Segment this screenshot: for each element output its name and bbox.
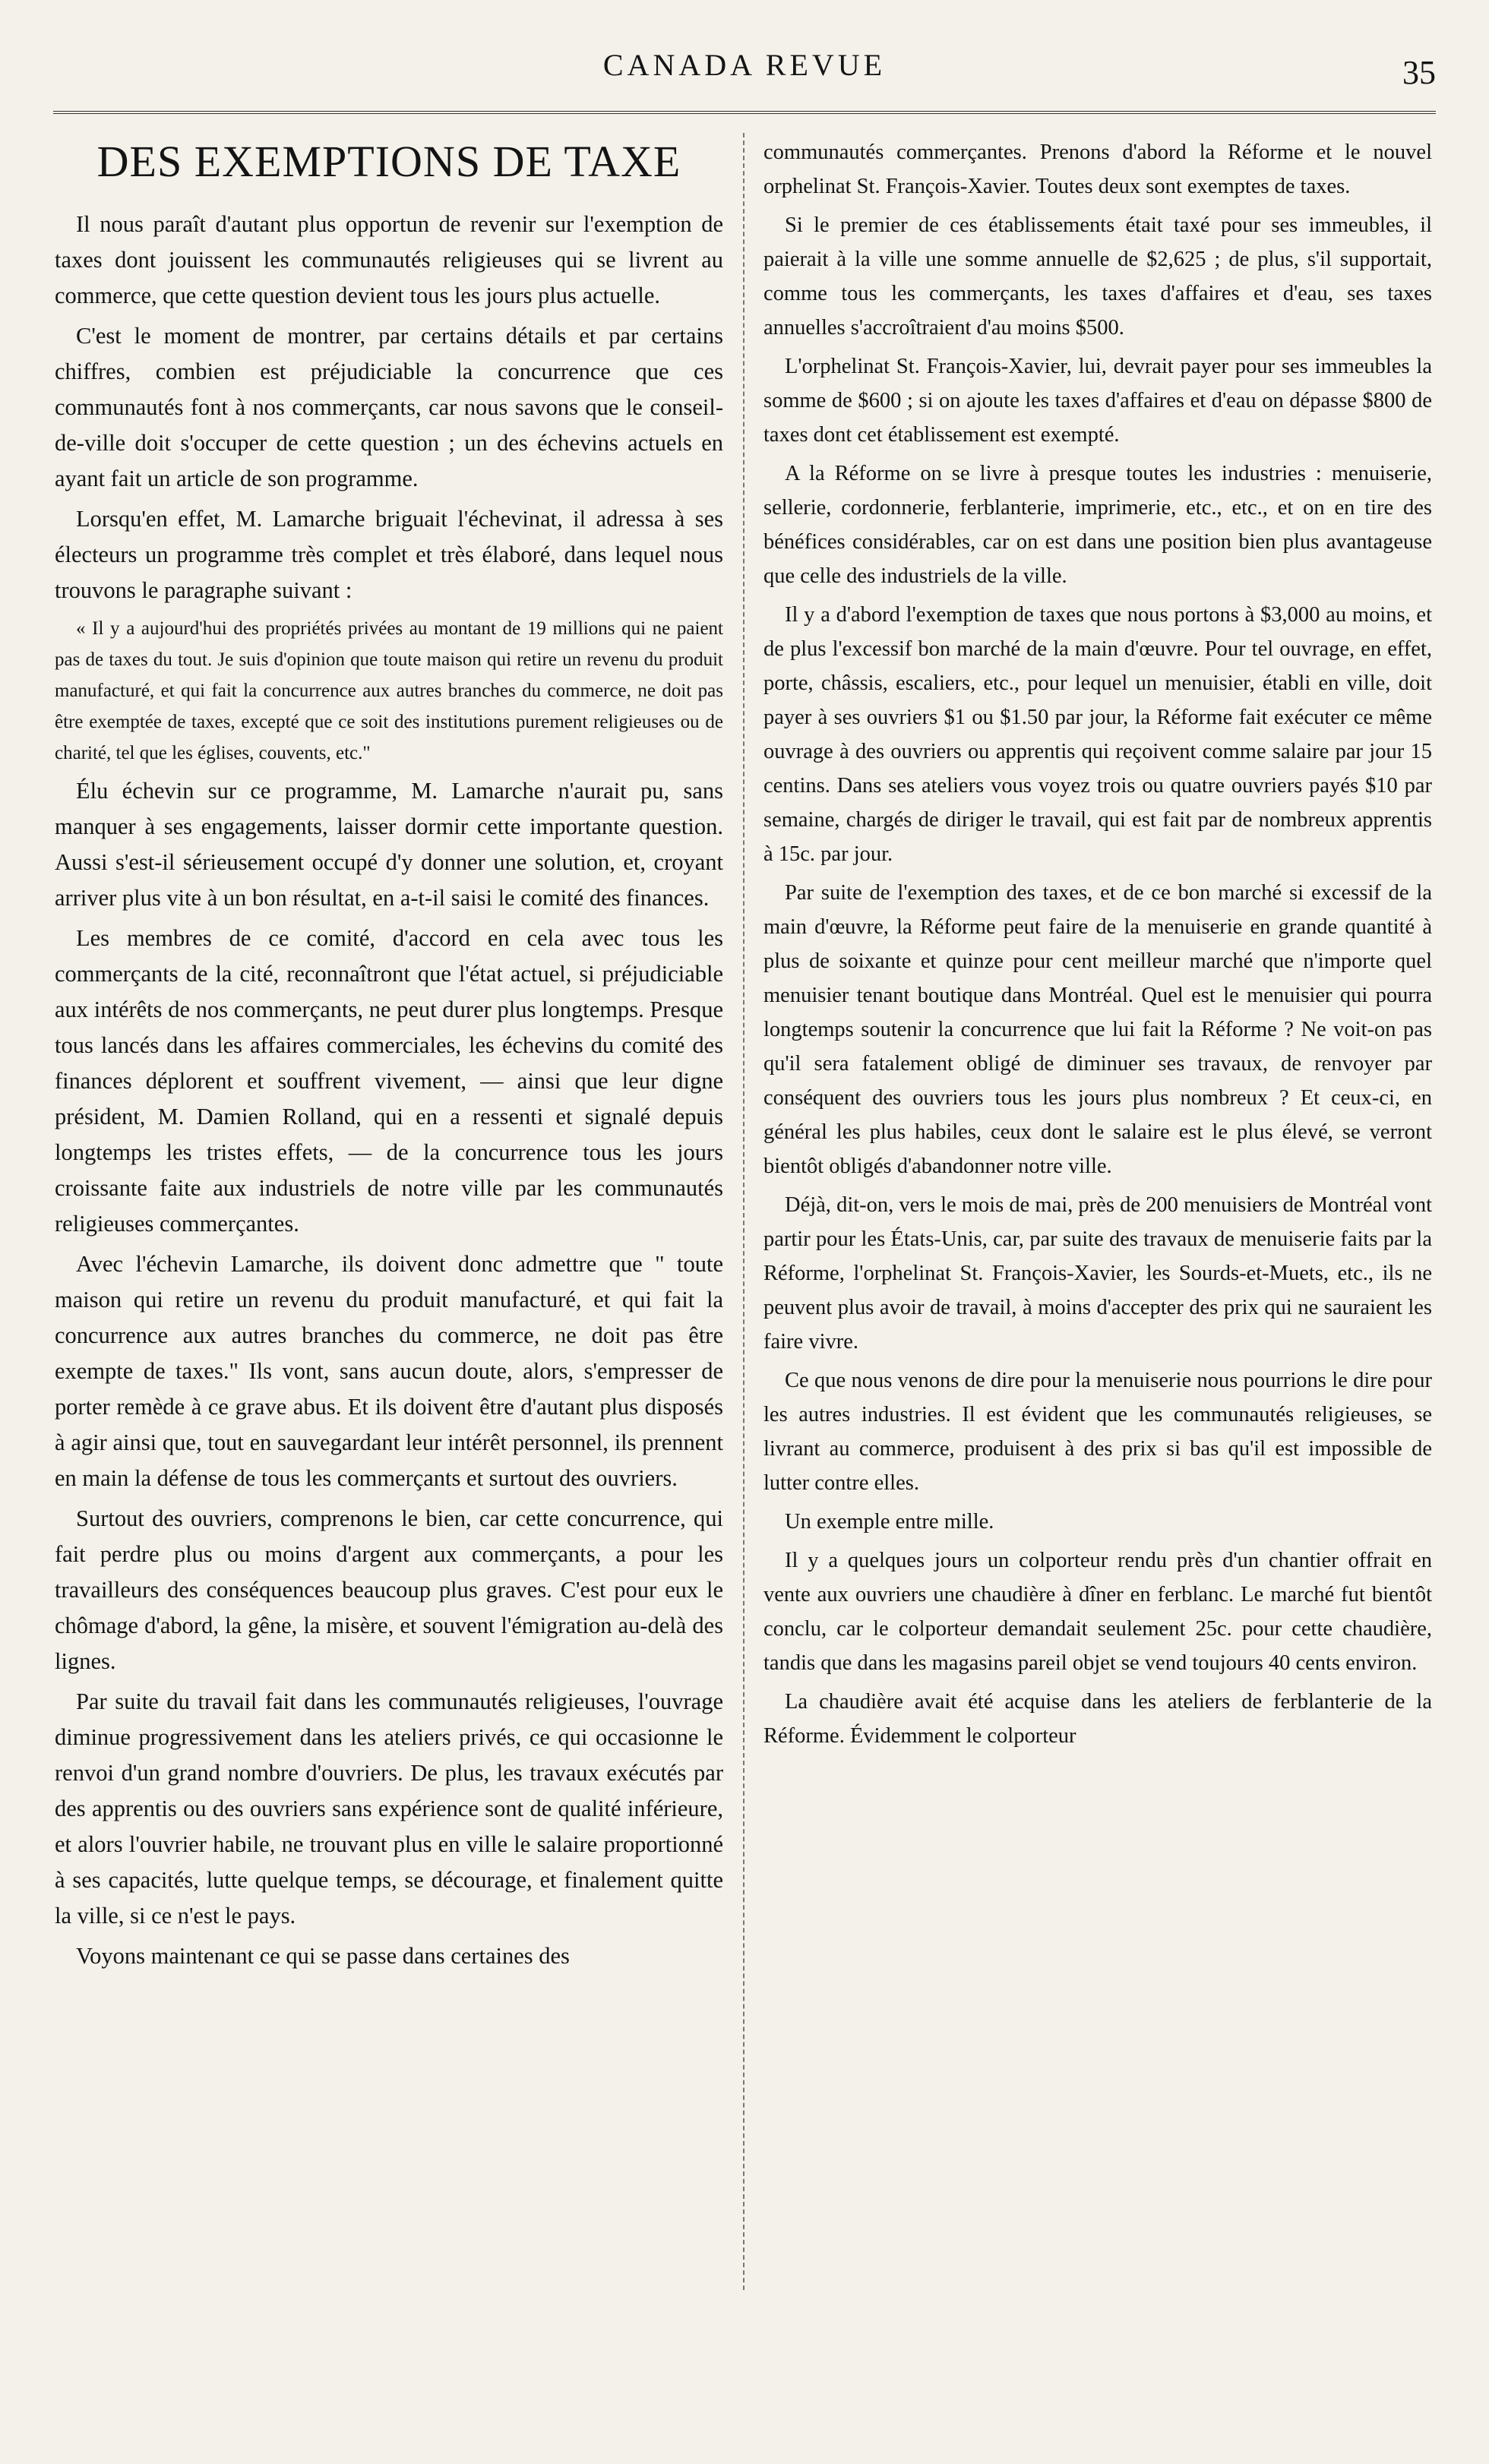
page-number: 35 bbox=[1402, 54, 1436, 91]
paragraph: Avec l'échevin Lamarche, ils doivent donc admettre que " toute maison qui retire un revenu du produit manufacturé, et qui fait la concurrence aux autres branches du commerce, ne doit pas être exempte de taxes." Ils vont, sans aucun doute, alors, s'empresser de porter remède à ce grave abus. Et ils doivent être d'autant plus disposés à agir ainsi que, tout en sauvegardant leur intérêt personnel, ils prennent en main la défense de tous les commerçants et surtout des ouvriers. bbox=[55, 1251, 723, 1491]
left-column bbox=[55, 135, 723, 1979]
paragraph: Déjà, dit-on, vers le mois de mai, près de 200 menuisiers de Montréal vont partir pour les États-Unis, car, par suite des travaux de menuiserie faits par la Réforme, l'orphelinat St. François-Xavier, les Sourds-et-Muets, etc., ils ne peuvent plus avoir de travail, à moins d'accepter des prix qui ne sauraient les faire vivre. bbox=[763, 1193, 1432, 1354]
header-rule bbox=[53, 111, 1436, 114]
paragraph: Voyons maintenant ce qui se passe dans certaines des bbox=[76, 1943, 570, 1969]
paragraph: Il y a d'abord l'exemption de taxes que nous portons à $3,000 au moins, et de plus l'excessif bon marché de la main d'œuvre. Pour tel ouvrage, en effet, porte, châssis, escaliers, etc., pour lequel un menuisier, établi en ville, doit payer à ses ouvriers $1 ou $1.50 par jour, la Réforme fait exécuter ce même ouvrage à des ouvriers ou apprentis qui reçoivent comme salaire par jour 15 centins. Dans ses ateliers vous voyez trois ou quatre ouvriers payés $10 par semaine, chargés de diriger le travail, qui est fait par de nombreux apprentis à 15c. par jour. bbox=[763, 603, 1432, 866]
paragraph: Un exemple entre mille. bbox=[785, 1510, 994, 1534]
column-divider bbox=[743, 133, 744, 2290]
running-header bbox=[0, 47, 1489, 93]
article-title: DES EXEMPTIONS DE TAXE bbox=[96, 137, 681, 186]
paragraph: Lorsqu'en effet, M. Lamarche briguait l'échevinat, il adressa à ses électeurs un programme très complet et très élaboré, dans lequel nous trouvons le paragraphe suivant : bbox=[55, 506, 723, 603]
paragraph: communautés commerçantes. Prenons d'abord la Réforme et le nouvel orphelinat St. François-Xavier. Toutes deux sont exemptes de taxes. bbox=[763, 141, 1432, 198]
quoted-program-paragraph: « Il y a aujourd'hui des propriétés privées au montant de 19 millions qui ne paient pas de taxes du tout. Je suis d'opinion que toute maison qui retire un revenu du produit manufacturé, et qui fait la concurrence aux autres branches du commerce, ne doit pas être exemptée de taxes, excepté que ce soit des institutions purement religieuses ou de charité, tel que les églises, couvents, etc." bbox=[55, 618, 723, 763]
paragraph: Ce que nous venons de dire pour la menuiserie nous pourrions le dire pour les autres industries. Il est évident que les communautés religieuses, se livrant au commerce, produisent à des prix si bas qu'il est impossible de lutter contre elles. bbox=[763, 1369, 1432, 1495]
paragraph: Les membres de ce comité, d'accord en cela avec tous les commerçants de la cité, reconnaîtront que l'état actuel, si préjudiciable aux intérêts de nos commerçants, ne peut durer plus longtemps. Presque tous lancés dans les affaires commerciales, les échevins du comité des finances déplorent et souffrent vivement, — ainsi que leur digne président, M. Damien Rolland, qui en a ressenti et signalé depuis longtemps les tristes effets, — de la concurrence tous les jours croissante faite aux industriels de notre ville par les communautés religieuses commerçantes. bbox=[55, 925, 723, 1237]
right-column bbox=[763, 135, 1432, 1758]
paragraph: A la Réforme on se livre à presque toutes les industries : menuiserie, sellerie, cordonnerie, ferblanterie, imprimerie, etc., etc., et on en tire des bénéfices considérables, car on est dans une position bien plus avantageuse que celle des industriels de la ville. bbox=[763, 462, 1432, 588]
paragraph: C'est le moment de montrer, par certains détails et par certains chiffres, combien est préjudiciable la concurrence que ces communautés font à nos commerçants, car nous savons que le conseil-de-ville doit s'occuper de cette question ; un des échevins actuels en ayant fait un article de son programme. bbox=[55, 323, 723, 491]
journal-title: CANADA REVUE bbox=[602, 48, 887, 82]
paragraph: La chaudière avait été acquise dans les ateliers de ferblanterie de la Réforme. Évidemment le colporteur bbox=[763, 1690, 1432, 1748]
paragraph: Surtout des ouvriers, comprenons le bien, car cette concurrence, qui fait perdre plus ou moins d'argent aux commerçants, a pour les travailleurs des conséquences beaucoup plus graves. C'est pour eux le chômage d'abord, la gêne, la misère, et souvent l'émigration au-delà des lignes. bbox=[55, 1505, 723, 1674]
paragraph: Par suite de l'exemption des taxes, et de ce bon marché si excessif de la main d'œuvre, la Réforme peut faire de la menuiserie en grande quantité à plus de soixante et quinze pour cent meilleur marché que n'importe quel menuisier tenant boutique dans Montréal. Quel est le menuisier qui pourra longtemps soutenir la concurrence que lui fait la Réforme ? Ne voit-on pas qu'il sera fatalement obligé de diminuer ses travaux, de renvoyer par conséquent des ouvriers tous les jours plus nombreux ? Et ceux-ci, en général les plus habiles, ceux dont le salaire est le plus élevé, se verront bientôt obligés d'abandonner notre ville. bbox=[763, 881, 1432, 1178]
paragraph: Il y a quelques jours un colporteur rendu près d'un chantier offrait en vente aux ouvriers une chaudière à dîner en ferblanc. Le marché fut bientôt conclu, car le colporteur demandait seulement 25c. pour cette chaudière, tandis que dans les magasins pareil objet se vend toujours 40 cents environ. bbox=[763, 1549, 1432, 1675]
paragraph: Si le premier de ces établissements était taxé pour ses immeubles, il paierait à la ville une somme annuelle de $2,625 ; de plus, s'il supportait, comme tous les commerçants, les taxes d'affaires et d'eau, ses taxes annuelles s'accroîtraient d'au moins $500. bbox=[763, 213, 1432, 340]
paragraph: Élu échevin sur ce programme, M. Lamarche n'aurait pu, sans manquer à ses engagements, laisser dormir cette importante question. Aussi s'est-il sérieusement occupé d'y donner une solution, et, croyant arriver plus vite à un bon résultat, en a-t-il saisi le comité des finances. bbox=[55, 778, 723, 911]
paragraph: Il nous paraît d'autant plus opportun de revenir sur l'exemption de taxes dont jouissent les communautés religieuses qui se livrent au commerce, que cette question devient tous les jours plus actuelle. bbox=[55, 211, 723, 308]
paragraph: L'orphelinat St. François-Xavier, lui, devrait payer pour ses immeubles la somme de $600 ; si on ajoute les taxes d'affaires et d'eau on dépasse $800 de taxes dont cet établissement est exempté. bbox=[763, 355, 1432, 447]
paragraph: Par suite du travail fait dans les communautés religieuses, l'ouvrage diminue progressivement dans les ateliers privés, ce qui occasionne le renvoi d'un grand nombre d'ouvriers. De plus, les travaux exécutés par des apprentis ou des ouvriers sans expérience sont de qualité inférieure, et alors l'ouvrier habile, ne trouvant plus en ville le salaire proportionné à ses capacités, lutte quelque temps, se décourage, et finalement quitte la ville, si ce n'est le pays. bbox=[55, 1688, 723, 1929]
